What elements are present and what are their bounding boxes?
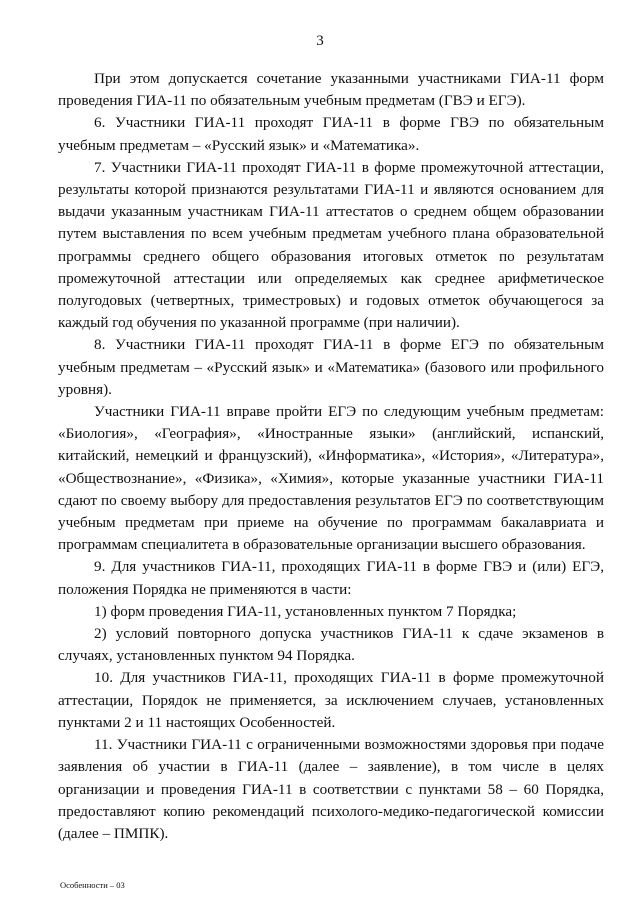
paragraph-item-8: 8. Участники ГИА-11 проходят ГИА-11 в форме ЕГЭ по обязательным учебным предметам – «Русский язык» и «Математика» (базового или профильного уровня). xyxy=(58,336,604,398)
document-body xyxy=(58,68,604,845)
paragraph-item-9-sub-1: 1) форм проведения ГИА-11, установленных пунктом 7 Порядка; xyxy=(94,602,517,620)
paragraph-item-7: 7. Участники ГИА-11 проходят ГИА-11 в форме промежуточной аттестации, результаты которой признаются результатами ГИА-11 и являются основанием для выдачи указанным участникам ГИА-11 аттестатов о среднем общем образовании путем выставления по всем учебным предметам учебного плана образовательной программы среднего общего образования итоговых отметок по результатам промежуточной аттестации или определяемых как среднее арифметическое полугодовых (четвертных, триместровых) и годовых отметок обучающегося за каждый год обучения по указанной программе (при наличии). xyxy=(58,158,604,332)
paragraph-item-11: 11. Участники ГИА-11 с ограниченными возможностями здоровья при подаче заявления об участии в ГИА-11 (далее – заявление), в том числе в целях организации и проведения ГИА-11 в соответствии с пунктами 58 – 60 Порядка, предоставляют копию рекомендаций психолого-медико-педагогической комиссии (далее – ПМПК). xyxy=(58,736,604,842)
paragraph-item-6: 6. Участники ГИА-11 проходят ГИА-11 в форме ГВЭ по обязательным учебным предметам – «Русский язык» и «Математика». xyxy=(58,114,604,154)
paragraph-item-9: 9. Для участников ГИА-11, проходящих ГИА-11 в форме ГВЭ и (или) ЕГЭ, положения Порядка не применяются в части: xyxy=(58,558,604,598)
footer-document-code: Особенности – 03 xyxy=(60,880,125,890)
paragraph-item-10: 10. Для участников ГИА-11, проходящих ГИА-11 в форме промежуточной аттестации, Порядок не применяется, за исключением случаев, установленных пунктами 2 и 11 настоящих Особенностей. xyxy=(58,669,604,731)
paragraph-optional-ege-subjects: Участники ГИА-11 вправе пройти ЕГЭ по следующим учебным предметам: «Биология», «География», «Иностранные языки» (английский, испанский, китайский, немецкий и французский), «Информатика», «История», «Литература», «Обществознание», «Физика», «Химия», которые указанные участники ГИА-11 сдают по своему выбору для предоставления результатов ЕГЭ по соответствующим учебным предметам при приеме на обучение по программам бакалавриата и программам специалитета в образовательные организации высшего образования. xyxy=(58,403,604,554)
paragraph-combination-of-forms: При этом допускается сочетание указанными участниками ГИА-11 форм проведения ГИА-11 по обязательным учебным предметам (ГВЭ и ЕГЭ). xyxy=(58,70,604,110)
page-number: 3 xyxy=(316,33,324,49)
paragraph-item-9-sub-2: 2) условий повторного допуска участников ГИА-11 к сдаче экзаменов в случаях, установленных пунктом 94 Порядка. xyxy=(58,625,604,665)
